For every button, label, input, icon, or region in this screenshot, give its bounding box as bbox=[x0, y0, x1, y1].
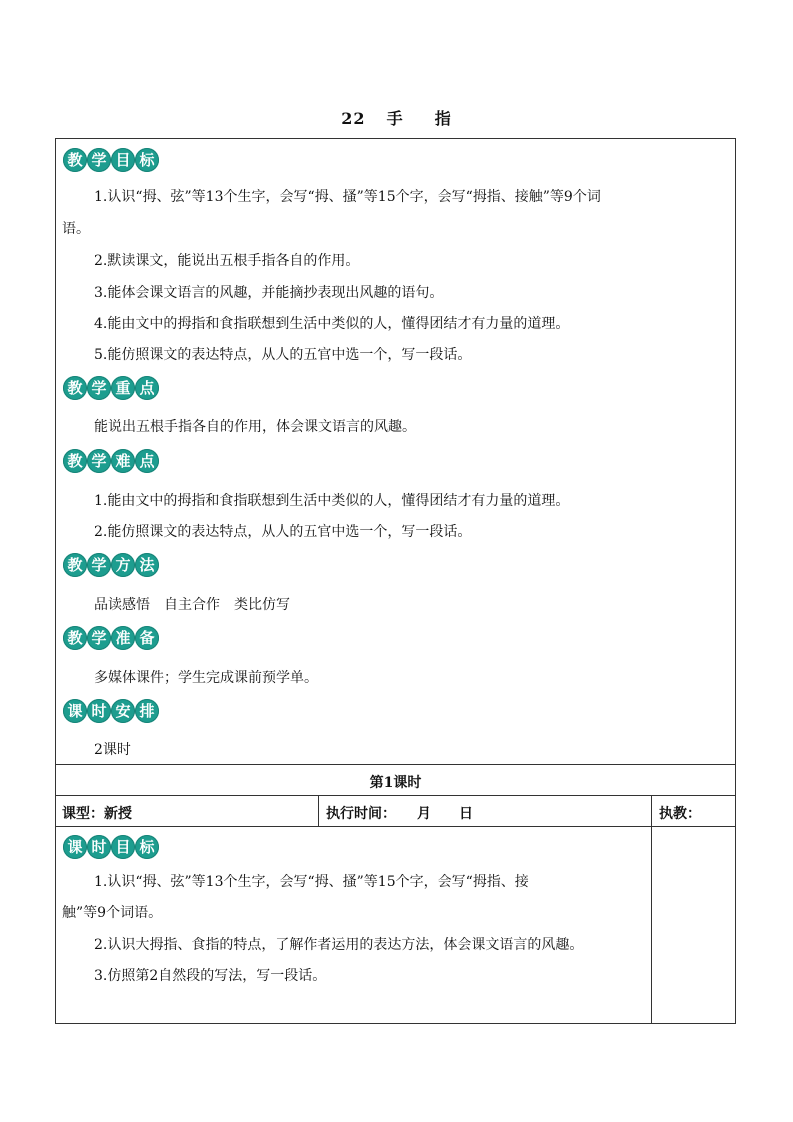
overview-table bbox=[55, 138, 736, 765]
difficult-points-heading bbox=[63, 449, 159, 473]
heading-char: 难 bbox=[111, 449, 135, 473]
teacher-label: 执教： bbox=[659, 806, 701, 822]
lesson-number: 22 bbox=[341, 109, 366, 128]
goal-line-1: 1.认识“拇、弦”等13个生字，会写“拇、搔”等15个字，会写“拇指、接触”等9个词 bbox=[94, 189, 601, 205]
lesson-goal-line-2: 2.认识大拇指、食指的特点，了解作者运用的表达方法，体会课文语言的风趣。 bbox=[94, 937, 584, 953]
heading-char: 标 bbox=[135, 835, 159, 859]
lesson-goal-line-1-cont: 触”等9个词语。 bbox=[62, 905, 163, 921]
lesson-title: 第1课时 bbox=[369, 775, 422, 791]
heading-char: 学 bbox=[87, 553, 111, 577]
difficult-line-2: 2.能仿照课文的表达特点，从人的五官中选一个，写一段话。 bbox=[94, 524, 472, 540]
heading-char: 排 bbox=[135, 699, 159, 723]
execution-time: 执行时间： 月 日 bbox=[326, 806, 473, 822]
heading-char: 准 bbox=[111, 626, 135, 650]
title-char-2: 指 bbox=[434, 109, 452, 128]
heading-char: 目 bbox=[111, 835, 135, 859]
schedule-text: 2课时 bbox=[94, 742, 131, 758]
heading-char: 教 bbox=[63, 449, 87, 473]
lesson-goal-line-3: 3.仿照第2自然段的写法，写一段话。 bbox=[94, 968, 327, 984]
heading-char: 备 bbox=[135, 626, 159, 650]
heading-char: 时 bbox=[87, 699, 111, 723]
method-text: 品读感悟 自主合作 类比仿写 bbox=[94, 597, 290, 613]
prep-heading bbox=[63, 626, 159, 650]
heading-char: 安 bbox=[111, 699, 135, 723]
difficult-line-1: 1.能由文中的拇指和食指联想到生活中类似的人，懂得团结才有力量的道理。 bbox=[94, 493, 570, 509]
divider bbox=[651, 796, 652, 826]
heading-char: 时 bbox=[87, 835, 111, 859]
lesson-meta-row bbox=[55, 795, 736, 827]
heading-char: 重 bbox=[111, 376, 135, 400]
schedule-heading bbox=[63, 699, 159, 723]
lesson-goals-table bbox=[55, 826, 736, 1024]
divider bbox=[318, 796, 319, 826]
heading-char: 目 bbox=[111, 148, 135, 172]
heading-char: 点 bbox=[135, 376, 159, 400]
heading-char: 法 bbox=[135, 553, 159, 577]
heading-char: 教 bbox=[63, 626, 87, 650]
heading-char: 点 bbox=[135, 449, 159, 473]
goals-heading bbox=[63, 148, 159, 172]
heading-char: 学 bbox=[87, 376, 111, 400]
lesson-title-row bbox=[55, 764, 736, 796]
heading-char: 教 bbox=[63, 376, 87, 400]
goal-line-4: 4.能由文中的拇指和食指联想到生活中类似的人，懂得团结才有力量的道理。 bbox=[94, 316, 570, 332]
heading-char: 学 bbox=[87, 449, 111, 473]
title-char-1: 手 bbox=[386, 109, 404, 128]
heading-char: 方 bbox=[111, 553, 135, 577]
method-heading bbox=[63, 553, 159, 577]
heading-char: 教 bbox=[63, 148, 87, 172]
lesson-goals-heading bbox=[63, 835, 159, 859]
heading-char: 学 bbox=[87, 626, 111, 650]
lesson-type: 课型：新授 bbox=[62, 806, 132, 822]
heading-char: 课 bbox=[63, 835, 87, 859]
goal-line-1-cont: 语。 bbox=[62, 221, 90, 237]
key-points-heading bbox=[63, 376, 159, 400]
heading-char: 学 bbox=[87, 148, 111, 172]
page-title bbox=[0, 106, 793, 129]
lesson-goal-line-1: 1.认识“拇、弦”等13个生字，会写“拇、搔”等15个字，会写“拇指、接 bbox=[94, 874, 529, 890]
prep-text: 多媒体课件；学生完成课前预学单。 bbox=[94, 670, 318, 686]
heading-char: 课 bbox=[63, 699, 87, 723]
heading-char: 标 bbox=[135, 148, 159, 172]
key-points-text: 能说出五根手指各自的作用，体会课文语言的风趣。 bbox=[94, 419, 416, 435]
goal-line-5: 5.能仿照课文的表达特点，从人的五官中选一个，写一段话。 bbox=[94, 347, 472, 363]
goal-line-2: 2.默读课文，能说出五根手指各自的作用。 bbox=[94, 253, 360, 269]
goal-line-3: 3.能体会课文语言的风趣，并能摘抄表现出风趣的语句。 bbox=[94, 285, 444, 301]
heading-char: 教 bbox=[63, 553, 87, 577]
divider bbox=[651, 827, 652, 1023]
